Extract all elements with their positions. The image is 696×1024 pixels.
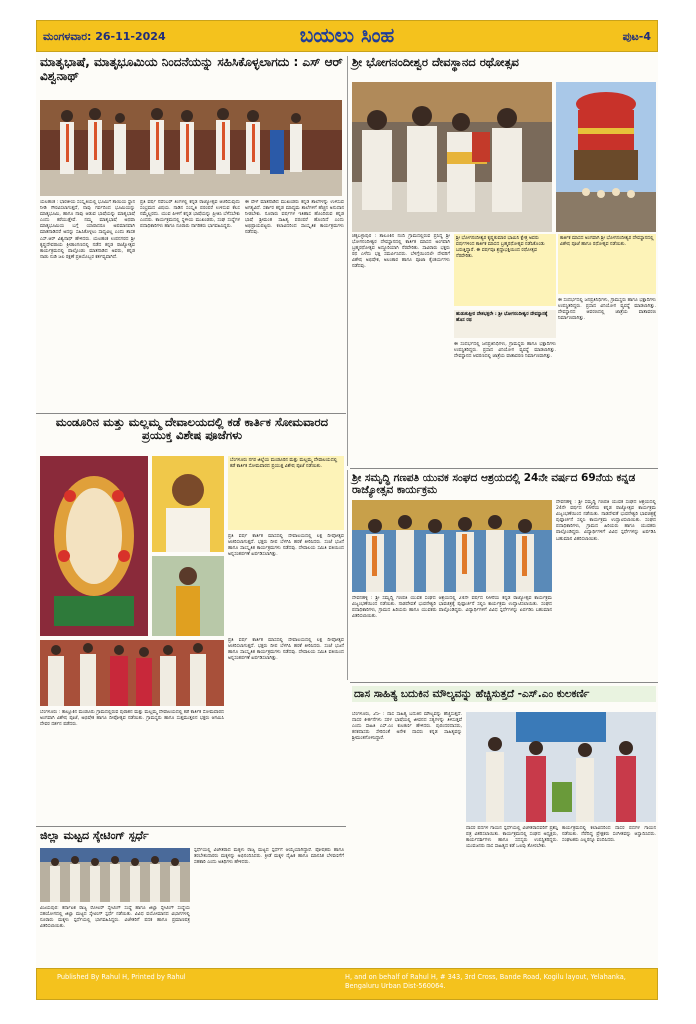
issue-date: ಮಂಗಳವಾರ: 26-11-2024 bbox=[43, 30, 166, 43]
article-2-body-left: ಚಿಕ್ಕಬಳ್ಳಾಪುರ : ತಾಲೂಕಿನ ನಂದಿ ಗ್ರಾಮದಲ್ಲಿರುವ ಪ್ರಸಿದ್ಧ ಶ್ರೀ ಭೋಗನಂದೀಶ್ವರ ದೇವಸ್ಥಾನದಲ್ಲಿ ಕಾರ್ತಿಕ ಮಾಸದ ಅಂಗವಾಗಿ ಬ್ರಹ್ಮರಥೋತ್ಸವ ಅದ್ದೂರಿಯಾಗಿ ನೆರವೇರಿತು. ಸಾವಿರಾರು ಭಕ್ತರು ರಥ ಎಳೆದು ಭಕ್ತಿ ಸಮರ್ಪಿಸಿದರು. ಬೆಳಿಗ್ಗೆಯಿಂದಲೇ ದೇವರಿಗೆ ವಿಶೇಷ ಅಭಿಷೇಕ, ಅಲಂಕಾರ ಹಾಗೂ ಪೂಜಾ ಕೈಂಕರ್ಯಗಳು ನಡೆದವು. bbox=[352, 234, 450, 270]
article-1-photo bbox=[40, 100, 342, 196]
article-1-headline: ಮಾತೃಭಾಷೆ, ಮಾತೃಭೂಮಿಯ ನಿಂದನೆಯನ್ನು ಸಹಿಸಿಕೊಳ್ಳಲಾಗದು : ಎಸ್ ಆರ್ ವಿಶ್ವನಾಥ್ bbox=[40, 55, 343, 83]
article-3-photo-woman bbox=[152, 556, 224, 636]
article-5-body-left: ಬೆಂಗಳೂರು, 25- : ದಾಸ ಸಾಹಿತ್ಯ ಬದುಕಿನ ಮೌಲ್ಯವನ್ನು ಹೆಚ್ಚಿಸುತ್ತದೆ. ದಾಸರ ಕೀರ್ತನೆಗಳು ಸರಳ ಭಾಷೆಯಲ್ಲಿ ಜೀವನದ ಸತ್ಯಗಳನ್ನು ತಿಳಿಸುತ್ತವೆ ಎಂದು ಸಾಹಿತಿ ಎಸ್.ಎಂ ಕುಲಕರ್ಣಿ ಹೇಳಿದರು. ಪುರಂದರದಾಸರು, ಕನಕದಾಸರು ಸೇರಿದಂತೆ ಅನೇಕ ದಾಸರು ಕನ್ನಡ ಸಾಹಿತ್ಯವನ್ನು ಶ್ರೀಮಂತಗೊಳಿಸಿದ್ದಾರೆ. bbox=[352, 712, 462, 742]
article-3-caption: ಬೆಂಗಳೂರು ನಗರ ಜಿಲ್ಲೆಯ ಮಂಡೂರಿನ ಮತ್ತು ಮಲ್ಲಮ್ಮ ದೇವಾಲಯದಲ್ಲಿ ಕಡೆ ಕಾರ್ತಿಕ ಸೋಮವಾರದ ಪ್ರಯುಕ್ತ ವಿಶೇಷ ಪೂಜೆ ನಡೆಯಿತು. bbox=[228, 456, 344, 530]
article-5-headline: ದಾಸ ಸಾಹಿತ್ಯ ಬದುಕಿನ ಮೌಲ್ಯವನ್ನು ಹೆಚ್ಚಿಸುತ್ತದೆ -ಎಸ್.ಎಂ ಕುಲಕರ್ಣಿ bbox=[352, 686, 656, 702]
article-4-photo bbox=[352, 500, 552, 592]
article-3-body-top-right: ಪ್ರತಿ ವರ್ಷ ಕಾರ್ತಿಕ ಮಾಸದಲ್ಲಿ ದೇವಾಲಯದಲ್ಲಿ ಲಕ್ಷ ದೀಪೋತ್ಸವ ಆಚರಿಸಲಾಗುತ್ತದೆ. ಭಕ್ತರು ದೀಪ ಬೆಳಗಿಸಿ ಹರಕೆ ತೀರಿಸಿದರು. ಸಂಜೆ ಭಜನೆ ಹಾಗೂ ಸಾಂಸ್ಕೃತಿಕ ಕಾರ್ಯಕ್ರಮಗಳು ನಡೆದವು. ದೇವಾಲಯ ಸಮಿತಿ ವತಿಯಿಂದ ಅನ್ನಸಂತರ್ಪಣೆ ಏರ್ಪಡಿಸಲಾಗಿತ್ತು. bbox=[228, 534, 344, 558]
imprint-address: H, and on behalf of Rahul H, # 343, 3rd Cross, Bande Road, Kogilu layout, Yelahanka, Bengaluru Urban Dist-560064. bbox=[345, 973, 626, 990]
section-divider bbox=[350, 468, 658, 469]
article-6-photo bbox=[40, 848, 190, 902]
section-divider bbox=[36, 413, 346, 414]
article-3-photo-devotees bbox=[40, 640, 224, 706]
article-1-body-right: ಈ ವೇಳೆ ಮಾತನಾಡಿದ ಮುಖಂಡರು ಕನ್ನಡ ಶಾಲೆಗಳನ್ನು ಉಳಿಸುವ ಅಗತ್ಯವಿದೆ. ಸರ್ಕಾರ ಕನ್ನಡ ಮಾಧ್ಯಮ ಶಾಲೆಗಳಿಗೆ ಹೆಚ್ಚಿನ ಅನುದಾನ ನೀಡಬೇಕು. ನೂರಾರು ವರ್ಷಗಳ ಇತಿಹಾಸ ಹೊಂದಿರುವ ಕನ್ನಡ ಭಾಷೆ ಶ್ರೀಮಂತ ಸಾಹಿತ್ಯ ಪರಂಪರೆ ಹೊಂದಿದೆ ಎಂದು ಅಭಿಪ್ರಾಯಪಟ್ಟರು. ಕಲಾವಿದರಿಂದ ಸಾಂಸ್ಕೃತಿಕ ಕಾರ್ಯಕ್ರಮಗಳು ನಡೆದವು. bbox=[245, 200, 344, 236]
article-4-headline: ಶ್ರೀ ಸಮೃದ್ಧಿ ಗಣಪತಿ ಯುವಕ ಸಂಘದ ಆಶ್ರಯದಲ್ಲಿ 24ನೇ ವರ್ಷದ 69ನೆಯ ಕನ್ನಡ ರಾಜ್ಯೋತ್ಸವ ಕಾರ್ಯಕ್ರಮ bbox=[352, 472, 636, 497]
newspaper-title: ಬಯಲು ಸಿಂಹ bbox=[299, 23, 395, 47]
article-1-body-left: ಯಲಹಂಕ : ಭಾರತೀಯ ಸಂಸ್ಕೃತಿಯಲ್ಲಿ ಭೂಮಿಗೆ ತಾಯಿಯ ಸ್ಥಾನ ನೀಡಿ ಗೌರವಿಸಲಾಗುತ್ತದೆ, ನಾವು ಗರ್ವದಿಂದ ಭೂಮಿಯನ್ನು ಮಾತೃಭೂಮಿ, ಹಾಗೂ ನಾವು ಆಡುವ ಭಾಷೆಯನ್ನು ಮಾತೃಭಾಷೆ ಎಂದು ಕರೆಯುತ್ತೇವೆ. ನಮ್ಮ ಮಾತೃಭಾಷೆ ಅಥವಾ ಮಾತೃಭೂಮಿಯ ಬಗ್ಗೆ ಯಾರಾದರೂ ಅಪಮಾನವಾಗಿ ಮಾತನಾಡಿದರೆ ಅದನ್ನು ಸಹಿಸಿಕೊಳ್ಳಲು ಸಾಧ್ಯವಿಲ್ಲ ಎಂದು ಶಾಸಕ ಎಸ್.ಆರ್ ವಿಶ್ವನಾಥ್ ಹೇಳಿದರು. ಯಲಹಂಕ ಉಪನಗರದ ಶ್ರೀ ಕೃಷ್ಣದೇವರಾಯ ಕ್ರೀಡಾಂಗಣದಲ್ಲಿ ನಡೆದ ಕನ್ನಡ ರಾಜ್ಯೋತ್ಸವ ಕಾರ್ಯಕ್ರಮದಲ್ಲಿ ಪಾಲ್ಗೊಂಡು ಮಾತನಾಡಿದ ಅವರು, ಕನ್ನಡ ನಾಡು ನುಡಿ ಜಲ ರಕ್ಷಣೆ ಪ್ರತಿಯೊಬ್ಬರ ಕರ್ತವ್ಯವಾಗಿದೆ. bbox=[40, 200, 135, 260]
article-1-body-mid: ಪ್ರತಿ ವರ್ಷ ನವೆಂಬರ್ ತಿಂಗಳಲ್ಲಿ ಕನ್ನಡ ರಾಜ್ಯೋತ್ಸವ ಆಚರಿಸುವುದು ಸಂಭ್ರಮದ ವಿಷಯ. ನಾಡಿನ ಸಂಸ್ಕೃತಿ ಪರಂಪರೆ ಉಳಿಸುವ ಕೆಲಸ ನಮ್ಮೆಲ್ಲರದು. ಯುವ ಪೀಳಿಗೆ ಕನ್ನಡ ಭಾಷೆಯನ್ನು ಪ್ರೀತಿಸಿ ಬೆಳೆಸಬೇಕು ಎಂದರು. ಕಾರ್ಯಕ್ರಮದಲ್ಲಿ ಸ್ಥಳೀಯ ಮುಖಂಡರು, ಸಂಘ ಸಂಸ್ಥೆಗಳ ಪದಾಧಿಕಾರಿಗಳು ಹಾಗೂ ನೂರಾರು ನಾಗರಿಕರು ಭಾಗವಹಿಸಿದ್ದರು. bbox=[140, 200, 240, 230]
section-divider bbox=[36, 826, 346, 827]
article-2-photo-chariot bbox=[556, 82, 656, 232]
article-2-sub-caption: ಹುಡುಕುತ್ತೀರ ದೇಶಭಕ್ತರೇ : ಶ್ರೀ ಭೋಗನಂದೀಶ್ವರ ದೇವಸ್ಥಾನಕ್ಕೆ ಹೊಸ ರಥ bbox=[454, 310, 556, 338]
article-3-body-left: ಬೆಂಗಳೂರು : ತಾಲ್ಲೂಕಿನ ಮಂಡೂರು ಗ್ರಾಮದಲ್ಲಿರುವ ಪುರಾತನ ಮತ್ತು ಮಲ್ಲಮ್ಮ ದೇವಾಲಯದಲ್ಲಿ ಕಡೆ ಕಾರ್ತಿಕ ಸೋಮವಾರದ ಅಂಗವಾಗಿ ವಿಶೇಷ ಪೂಜೆ, ಅಭಿಷೇಕ ಹಾಗೂ ದೀಪೋತ್ಸವ ನಡೆಯಿತು. ಗ್ರಾಮಸ್ಥರು ಹಾಗೂ ಸುತ್ತಮುತ್ತಲಿನ ಭಕ್ತರು ಆಗಮಿಸಿ ದೇವರ ದರ್ಶನ ಪಡೆದರು. bbox=[40, 710, 224, 728]
article-2-headline: ಶ್ರೀ ಭೋಗನಂದೀಶ್ವರ ದೇವಸ್ಥಾನದ ರಥೋತ್ಸವ bbox=[352, 55, 519, 69]
page-number: ಪುಟ-4 bbox=[622, 30, 651, 43]
article-3-photo-deity bbox=[40, 456, 148, 636]
article-6-body: ವಿಜಯಪುರ: ಕರ್ನಾಟಕ ರಾಜ್ಯ ರೋಲರ್ ಸ್ಕೇಟಿಂಗ್ ಸಂಸ್ಥೆ ಹಾಗೂ ಜಿಲ್ಲಾ ಸ್ಕೇಟಿಂಗ್ ಸಂಸ್ಥೆಯ ಸಹಯೋಗದಲ್ಲಿ ಜಿಲ್ಲಾ ಮಟ್ಟದ ಸ್ಕೇಟಿಂಗ್ ಸ್ಪರ್ಧೆ ನಡೆಯಿತು. ವಿವಿಧ ವಯೋಮಾನದ ವಿಭಾಗಗಳಲ್ಲಿ ನೂರಾರು ಮಕ್ಕಳು ಸ್ಪರ್ಧೆಯಲ್ಲಿ ಭಾಗವಹಿಸಿದ್ದರು. ವಿಜೇತರಿಗೆ ಪದಕ ಹಾಗೂ ಪ್ರಮಾಣಪತ್ರ ವಿತರಿಸಲಾಯಿತು. bbox=[40, 906, 190, 930]
masthead bbox=[36, 20, 658, 52]
article-2-photo-main bbox=[352, 82, 552, 232]
article-5-body-mid: ದಾಸರ ಪದಗಳ ಗಾಯನ ಸ್ಪರ್ಧೆಯಲ್ಲಿ ವಿಜೇತರಾದವರಿಗೆ ಪ್ರಶಸ್ತಿ ಪತ್ರ ವಿತರಿಸಲಾಯಿತು. ಕಾರ್ಯಕ್ರಮದಲ್ಲಿ ಸಂಘದ ಅಧ್ಯಕ್ಷರು, ಕಾರ್ಯದರ್ಶಿಗಳು ಹಾಗೂ ಸದಸ್ಯರು ಉಪಸ್ಥಿತರಿದ್ದರು. ಯುವಜನರು ದಾಸ ಸಾಹಿತ್ಯದ ಕಡೆ ಒಲವು ತೋರಬೇಕು. bbox=[466, 826, 558, 850]
article-5-photo bbox=[466, 712, 656, 822]
article-5-body-right: ಕಾರ್ಯಕ್ರಮದಲ್ಲಿ ಕಲಾವಿದರಿಂದ ದಾಸರ ಪದಗಳ ಗಾಯನ ನಡೆಯಿತು. ನೆರೆದಿದ್ದ ಪ್ರೇಕ್ಷಕರು ಸಂಗೀತವನ್ನು ಆಸ್ವಾದಿಸಿದರು. ಸಂಘಟಕರು ಎಲ್ಲರನ್ನೂ ವಂದಿಸಿದರು. bbox=[562, 826, 656, 844]
imprint-footer bbox=[36, 968, 658, 1000]
article-4-body: ದೇವನಹಳ್ಳಿ : ಶ್ರೀ ಸಮೃದ್ಧಿ ಗಣಪತಿ ಯುವಕ ಸಂಘದ ಆಶ್ರಯದಲ್ಲಿ 24ನೇ ವರ್ಷದ 69ನೆಯ ಕನ್ನಡ ರಾಜ್ಯೋತ್ಸವ ಕಾರ್ಯಕ್ರಮ ವಿಜೃಂಭಣೆಯಿಂದ ನಡೆಯಿತು. ನಾಡದೇವತೆ ಭುವನೇಶ್ವರಿ ಭಾವಚಿತ್ರಕ್ಕೆ ಪುಷ್ಪಾರ್ಚನೆ ಸಲ್ಲಿಸಿ ಕಾರ್ಯಕ್ರಮ ಉದ್ಘಾಟಿಸಲಾಯಿತು. ಸಂಘದ ಪದಾಧಿಕಾರಿಗಳು, ಗ್ರಾಮದ ಹಿರಿಯರು ಹಾಗೂ ಯುವಕರು ಪಾಲ್ಗೊಂಡಿದ್ದರು. ವಿದ್ಯಾರ್ಥಿಗಳಿಗೆ ವಿವಿಧ ಸ್ಪರ್ಧೆಗಳನ್ನು ಏರ್ಪಡಿಸಿ ಬಹುಮಾನ ವಿತರಿಸಲಾಯಿತು. bbox=[352, 596, 552, 620]
article-2-caption-main: ಶ್ರೀ ಭೋಗನಂದೀಶ್ವರ ಕೃಷ್ಣಕುಮಾರ ಭಾಮಿನಿ ಕ್ಷೇತ್ರ ಅವರು ವರ್ಷಗಳಿಂದ ಕಾರ್ತಿಕ ಮಾಸದ ಬ್ರಹ್ಮರಥೋತ್ಸವ ನಡೆಸಿಕೊಂಡು ಬರುತ್ತಿದ್ದಾರೆ. ಈ ವರ್ಷವೂ ಶ್ರದ್ಧಾಭಕ್ತಿಯಿಂದ ರಥೋತ್ಸವ ನೆರವೇರಿತು. bbox=[454, 234, 556, 306]
article-2-body-mid: ಈ ಸಂದರ್ಭದಲ್ಲಿ ಜನಪ್ರತಿನಿಧಿಗಳು, ಗ್ರಾಮಸ್ಥರು ಹಾಗೂ ಭಕ್ತಾದಿಗಳು ಉಪಸ್ಥಿತರಿದ್ದರು. ಪ್ರಸಾದ ವಿನಿಯೋಗ ವ್ಯವಸ್ಥೆ ಮಾಡಲಾಗಿತ್ತು. ದೇವಸ್ಥಾನದ ಆವರಣದಲ್ಲಿ ಜಾತ್ರೆಯ ವಾತಾವರಣ ನಿರ್ಮಾಣವಾಗಿತ್ತು. bbox=[454, 342, 556, 360]
newspaper-page bbox=[36, 20, 658, 1000]
article-3-photo-portrait bbox=[152, 456, 224, 552]
article-3-headline: ಮಂಡೂರಿನ ಮತ್ತು ಮಲ್ಲಮ್ಮ ದೇವಾಲಯದಲ್ಲಿ ಕಡೆ ಕಾರ್ತಿಕ ಸೋಮವಾರದ ಪ್ರಯುಕ್ತ ವಿಶೇಷ ಪೂಜೆಗಳು bbox=[55, 415, 329, 443]
article-6-headline: ಜಿಲ್ಲಾ ಮಟ್ಟದ ಸ್ಕೇಟಿಂಗ್ ಸ್ಪರ್ಧೆ bbox=[40, 829, 149, 842]
article-6-body-right: ಸ್ಪರ್ಧೆಯಲ್ಲಿ ವಿಜೇತರಾದ ಮಕ್ಕಳು ರಾಜ್ಯ ಮಟ್ಟದ ಸ್ಪರ್ಧೆಗೆ ಆಯ್ಕೆಯಾಗಿದ್ದಾರೆ. ಪೋಷಕರು ಹಾಗೂ ತರಬೇತುದಾರರು ಮಕ್ಕಳನ್ನು ಅಭಿನಂದಿಸಿದರು. ಕ್ರೀಡೆ ಮಕ್ಕಳ ದೈಹಿಕ ಹಾಗೂ ಮಾನಸಿಕ ಬೆಳವಣಿಗೆಗೆ ಸಹಕಾರಿ ಎಂದು ಅತಿಥಿಗಳು ಹೇಳಿದರು. bbox=[194, 848, 344, 866]
article-2-caption-side: ಕಾರ್ತಿಕ ಮಾಸದ ಅಂಗವಾಗಿ ಶ್ರೀ ಭೋಗನಂದೀಶ್ವರ ದೇವಸ್ಥಾನದಲ್ಲಿ ವಿಶೇಷ ಪೂಜೆ ಹಾಗೂ ರಥೋತ್ಸವ ನಡೆಯಿತು. bbox=[558, 234, 656, 294]
column-divider bbox=[347, 470, 348, 680]
article-4-body-right: ದೇವನಹಳ್ಳಿ : ಶ್ರೀ ಸಮೃದ್ಧಿ ಗಣಪತಿ ಯುವಕ ಸಂಘದ ಆಶ್ರಯದಲ್ಲಿ 24ನೇ ವರ್ಷದ 69ನೆಯ ಕನ್ನಡ ರಾಜ್ಯೋತ್ಸವ ಕಾರ್ಯಕ್ರಮ ವಿಜೃಂಭಣೆಯಿಂದ ನಡೆಯಿತು. ನಾಡದೇವತೆ ಭುವನೇಶ್ವರಿ ಭಾವಚಿತ್ರಕ್ಕೆ ಪುಷ್ಪಾರ್ಚನೆ ಸಲ್ಲಿಸಿ ಕಾರ್ಯಕ್ರಮ ಉದ್ಘಾಟಿಸಲಾಯಿತು. ಸಂಘದ ಪದಾಧಿಕಾರಿಗಳು, ಗ್ರಾಮದ ಹಿರಿಯರು ಹಾಗೂ ಯುವಕರು ಪಾಲ್ಗೊಂಡಿದ್ದರು. ವಿದ್ಯಾರ್ಥಿಗಳಿಗೆ ವಿವಿಧ ಸ್ಪರ್ಧೆಗಳನ್ನು ಏರ್ಪಡಿಸಿ ಬಹುಮಾನ ವಿತರಿಸಲಾಯಿತು. bbox=[556, 500, 656, 542]
section-divider bbox=[350, 682, 658, 683]
article-2-body-right: ಈ ಸಂದರ್ಭದಲ್ಲಿ ಜನಪ್ರತಿನಿಧಿಗಳು, ಗ್ರಾಮಸ್ಥರು ಹಾಗೂ ಭಕ್ತಾದಿಗಳು ಉಪಸ್ಥಿತರಿದ್ದರು. ಪ್ರಸಾದ ವಿನಿಯೋಗ ವ್ಯವಸ್ಥೆ ಮಾಡಲಾಗಿತ್ತು. ದೇವಸ್ಥಾನದ ಆವರಣದಲ್ಲಿ ಜಾತ್ರೆಯ ವಾತಾವರಣ ನಿರ್ಮಾಣವಾಗಿತ್ತು. bbox=[558, 298, 656, 322]
column-divider bbox=[347, 56, 348, 466]
imprint-publisher: Published By Rahul H, Printed by Rahul bbox=[57, 973, 186, 981]
article-3-body-right: ಪ್ರತಿ ವರ್ಷ ಕಾರ್ತಿಕ ಮಾಸದಲ್ಲಿ ದೇವಾಲಯದಲ್ಲಿ ಲಕ್ಷ ದೀಪೋತ್ಸವ ಆಚರಿಸಲಾಗುತ್ತದೆ. ಭಕ್ತರು ದೀಪ ಬೆಳಗಿಸಿ ಹರಕೆ ತೀರಿಸಿದರು. ಸಂಜೆ ಭಜನೆ ಹಾಗೂ ಸಾಂಸ್ಕೃತಿಕ ಕಾರ್ಯಕ್ರಮಗಳು ನಡೆದವು. ದೇವಾಲಯ ಸಮಿತಿ ವತಿಯಿಂದ ಅನ್ನಸಂತರ್ಪಣೆ ಏರ್ಪಡಿಸಲಾಗಿತ್ತು. bbox=[228, 638, 344, 662]
